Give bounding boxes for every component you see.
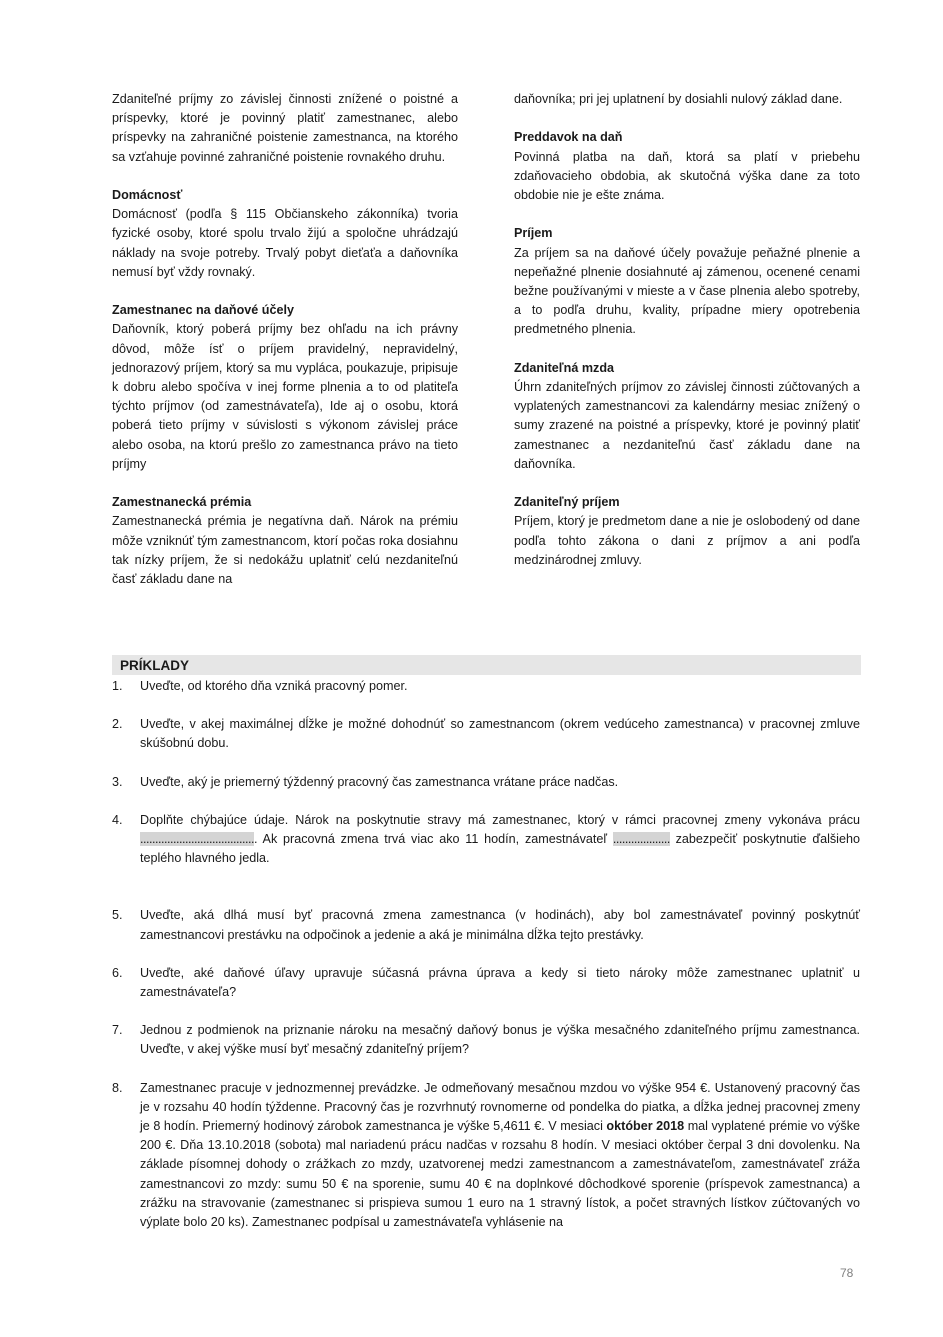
definition-entry — [112, 186, 458, 282]
item-text-part: Zamestnanec pracuje v jednozmennej prevádzke. Je odmeňovaný mesačnou mzdou vo výške 954 €. Ustanovený pracovný čas je v rozsahu 40 hodín týždenne. Pracovný čas je rozvrhnutý rovnomerne od pondelka do piatka, a dĺžka jednej pracovnej zmeny je 8 hodín. Priemerný hodinový zárobok zamestnanca je výške 5,4611 €. V mesiaci — [140, 1080, 860, 1134]
definition-entry — [112, 493, 458, 589]
item-number: 3. — [112, 774, 123, 789]
item-text: Uveďte, od ktorého dňa vzniká pracovný pomer. — [140, 679, 408, 693]
item-number: 6. — [112, 965, 123, 980]
item-text: Uveďte, aké daňové úľavy upravuje súčasná právna úprava a kedy si tieto nároky môže zamestnanec uplatniť u zamestnávateľa? — [140, 965, 860, 1000]
definition-text: Za príjem sa na daňové účely považuje peňažné plnenie a nepeňažné plnenie dosiahnuté aj zámenou, ocenené cenami bežne používanými v mieste a v čase plnenia alebo spotreby, a to podľa druhu, kvality, prípadne miery opotrebenia predmetného plnenia. — [514, 245, 860, 337]
item-number: 4. — [112, 812, 123, 827]
example-item — [112, 715, 860, 753]
definition-heading: Príjem — [514, 226, 553, 241]
item-number: 2. — [112, 717, 123, 732]
definition-text: Povinná platba na daň, ktorá sa platí v priebehu zdaňovacieho obdobia, ak skutočná výška dane za toto obdobie nie je ešte známa. — [514, 149, 860, 202]
item-text: Uveďte, aký je priemerný týždenný pracovný čas zamestnanca vrátane práce nadčas. — [140, 774, 619, 789]
item-text-bold: október 2018 — [606, 1119, 685, 1134]
definition-text: Príjem, ktorý je predmetom dane a nie je oslobodený od dane podľa tohto zákona o dani z príjmov a ani podľa medzinárodnej zmluvy. — [514, 514, 860, 567]
definition-entry — [514, 90, 860, 109]
definition-heading: Domácnosť — [112, 188, 183, 202]
definition-text: daňovníka; pri jej uplatnení by dosiahli nulový základ dane. — [514, 92, 843, 106]
definition-entry — [514, 493, 860, 570]
item-number: 1. — [112, 679, 123, 693]
definition-entry — [514, 224, 860, 339]
item-text — [140, 1079, 860, 1233]
definition-text: Úhrn zdaniteľných príjmov zo závislej činnosti zúčtovaných a vyplatených zamestnancovi za kalendárny mesiac znížený o sumy zrazené na poistné a príspevky, ktoré je povinný platiť zamestnanec a nezdaniteľnú časť základu dane na daňovníka. — [514, 380, 860, 471]
definition-heading: Zdaniteľný príjem — [514, 495, 620, 510]
definition-text: Zamestnanecká prémia je negatívna daň. Nárok na prémiu môže vzniknúť tým zamestnancom, ktorí počas roka dosiahnu tak nízky príjem, že si nedokážu uplatniť celú nezdaniteľnú časť základu dane na — [112, 514, 458, 587]
item-number: 8. — [112, 1080, 123, 1095]
example-item — [112, 906, 860, 944]
example-item — [112, 1021, 860, 1059]
item-text-part: mal vyplatené prémie vo výške 200 €. Dňa 13.10.2018 (sobota) mal nariadenú prácu nadčas v rozsahu 8 hodín. V mesiaci október čerpal 3 dni dovolenku. Na základe písomnej dohody o zrážkach zo mzdy, uzatvorenej medzi zamestnancom a zamestnávateľom, zamestnávateľ zráža zamestnancovi zo mzdy: sumu 50 € na sporenie, sumu 40 € na doplnkové dôchodkové sporenie (príspevok zamestnanca) a zrážku na stravovanie (zamestnanec si prispieva sumou 1 euro na 1 stravný lístok, a počet stravných lístkov zúčtovaných vo výplate bolo 20 ks). Zamestnanec podpísal u zamestnávateľa vyhlásenie na — [140, 1119, 861, 1230]
example-item — [112, 677, 860, 696]
fill-in-blank[interactable]: ................... — [612, 832, 670, 847]
item-text-part: Doplňte chýbajúce údaje. Nárok na poskytnutie stravy má zamestnanec, ktorý v rámci pracovnej zmeny vykonáva prácu — [140, 812, 860, 827]
item-text — [140, 811, 860, 869]
definition-entry — [112, 90, 458, 167]
definition-entry — [112, 301, 458, 474]
definition-heading: Zamestnanecká prémia — [112, 495, 252, 510]
item-text-part: . Ak pracovná zmena trvá viac ako 11 hodín, zamestnávateľ — [253, 832, 613, 847]
left-column — [112, 90, 458, 608]
example-item — [112, 964, 860, 1002]
item-text: Jednou z podmienok na priznanie nároku na mesačný daňový bonus je výška mesačného zdaniteľného príjmu zamestnanca. Uveďte, v akej výške musí byť mesačný zdaniteľný príjem? — [140, 1023, 860, 1057]
examples-section-header — [112, 655, 861, 675]
item-number: 5. — [112, 908, 123, 923]
fill-in-blank[interactable]: ...................................... — [140, 832, 254, 847]
definition-text: Daňovník, ktorý poberá príjmy bez ohľadu na ich právny dôvod, môže ísť o príjem pravidelný, nepravidelný, jednorazový príjem, ktorý sa mu vypláca, poukazuje, pripisuje k dobru alebo spočíva v inej forme plnenia a to od platiteľa týchto príjmov (od zamestnávateľa), Ide aj o osobu, ktorá poberá tieto príjmy v súvislosti s výkonom závislej práce alebo osoba, na ktorú prešlo zo zamestnanca právo na tieto príjmy — [112, 322, 458, 471]
example-item — [112, 1079, 860, 1233]
definition-heading: Preddavok na daň — [514, 130, 623, 145]
definition-heading: Zamestnanec na daňové účely — [112, 303, 294, 318]
definition-entry — [514, 128, 860, 205]
item-text: Uveďte, v akej maximálnej dĺžke je možné dohodnúť so zamestnancom (okrem vedúceho zamestnanca) v pracovnej zmluve skúšobnú dobu. — [140, 717, 860, 751]
definition-text: Domácnosť (podľa § 115 Občianskeho zákonníka) tvoria fyzické osoby, ktoré spolu trvalo žijú a spoločne uhrádzajú náklady na svoje potreby. Trvalý pobyt dieťaťa a daňovníka nemusí byť vždy rovnaký. — [112, 207, 458, 279]
item-text: Uveďte, aká dlhá musí byť pracovná zmena zamestnanca (v hodinách), aby bol zamestnávateľ povinný poskytnúť zamestnancovi prestávku na odpočinok a jedenie a aká je minimálna dĺžka tejto prestávky. — [140, 908, 860, 942]
examples-list — [112, 677, 860, 1232]
definition-text: Zdaniteľné príjmy zo závislej činnosti znížené o poistné a príspevky, ktoré je povinný platiť zamestnanec, alebo príspevky na zahraničné poistenie zamestnanca, na ktorého sa vzťahuje povinné zahraničné poistenie rovnakého druhu. — [112, 92, 458, 164]
definition-heading: Zdaniteľná mzda — [514, 360, 615, 375]
definition-entry — [514, 359, 860, 474]
item-number: 7. — [112, 1023, 123, 1038]
example-item — [112, 773, 860, 792]
section-title: PRÍKLADY — [120, 658, 190, 673]
right-column — [514, 90, 860, 589]
page-number: 78 — [840, 1266, 854, 1280]
item-text-part: zabezpečiť poskytnutie ďalšieho teplého hlavného jedla. — [140, 832, 860, 866]
example-item — [112, 811, 860, 869]
